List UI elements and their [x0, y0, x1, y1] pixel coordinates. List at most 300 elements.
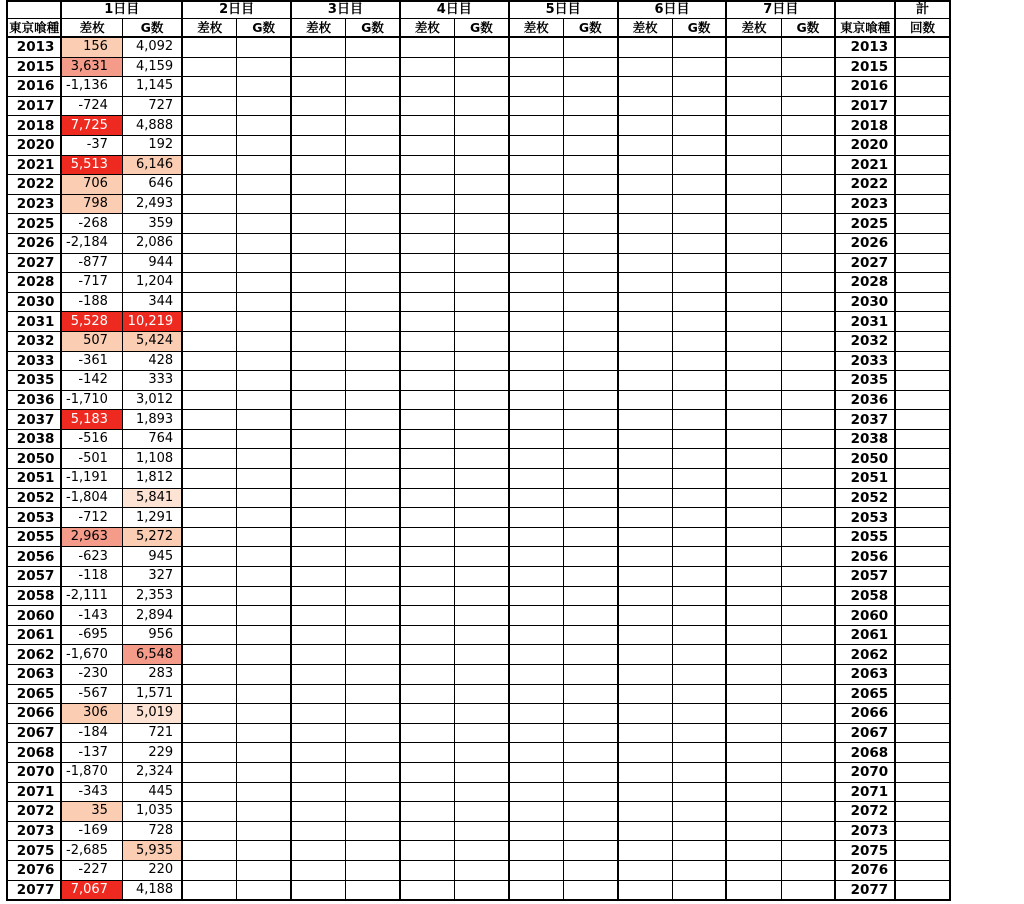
games-cell-day-2[interactable] — [237, 292, 291, 312]
diff-cell-day-2[interactable] — [182, 645, 237, 665]
games-cell-day-2[interactable] — [237, 253, 291, 273]
diff-cell-day-3[interactable] — [291, 567, 346, 587]
count-cell[interactable] — [895, 821, 950, 841]
diff-cell-day-7[interactable] — [726, 821, 781, 841]
diff-cell-day-7[interactable] — [726, 625, 781, 645]
machine-number-cell-right[interactable]: 2062 — [835, 645, 895, 665]
diff-cell-day-1[interactable]: 35 — [61, 802, 122, 822]
games-cell-day-6[interactable] — [672, 135, 726, 155]
count-cell[interactable] — [895, 586, 950, 606]
games-cell-day-5[interactable] — [563, 331, 617, 351]
diff-cell-day-3[interactable] — [291, 233, 346, 253]
games-cell-day-1[interactable]: 1,571 — [122, 684, 182, 704]
games-cell-day-4[interactable] — [455, 331, 509, 351]
games-cell-day-7[interactable] — [781, 802, 835, 822]
diff-cell-day-1[interactable]: 156 — [61, 37, 122, 57]
diff-cell-day-7[interactable] — [726, 214, 781, 234]
diff-cell-day-6[interactable] — [618, 273, 673, 293]
diff-cell-day-1[interactable]: -343 — [61, 782, 122, 802]
diff-cell-day-7[interactable] — [726, 527, 781, 547]
games-header-day-3[interactable]: G数 — [346, 19, 400, 38]
games-cell-day-4[interactable] — [455, 567, 509, 587]
machine-number-cell-right[interactable]: 2052 — [835, 488, 895, 508]
diff-cell-day-5[interactable] — [509, 743, 564, 763]
machine-number-cell-right[interactable]: 2013 — [835, 37, 895, 57]
machine-number-cell[interactable]: 2057 — [7, 567, 61, 587]
diff-cell-day-3[interactable] — [291, 704, 346, 724]
diff-cell-day-1[interactable]: 706 — [61, 175, 122, 195]
machine-number-cell-right[interactable]: 2037 — [835, 410, 895, 430]
machine-number-cell[interactable]: 2061 — [7, 625, 61, 645]
diff-cell-day-1[interactable]: -1,870 — [61, 762, 122, 782]
diff-cell-day-3[interactable] — [291, 390, 346, 410]
diff-cell-day-5[interactable] — [509, 371, 564, 391]
games-cell-day-7[interactable] — [781, 155, 835, 175]
count-cell[interactable] — [895, 292, 950, 312]
diff-cell-day-6[interactable] — [618, 880, 673, 900]
diff-cell-day-7[interactable] — [726, 684, 781, 704]
games-cell-day-7[interactable] — [781, 586, 835, 606]
machine-number-cell-right[interactable]: 2056 — [835, 547, 895, 567]
machine-number-cell-right[interactable]: 2035 — [835, 371, 895, 391]
diff-cell-day-2[interactable] — [182, 743, 237, 763]
games-cell-day-4[interactable] — [455, 488, 509, 508]
diff-cell-day-1[interactable]: -230 — [61, 665, 122, 685]
machine-number-cell[interactable]: 2066 — [7, 704, 61, 724]
games-cell-day-4[interactable] — [455, 704, 509, 724]
count-cell[interactable] — [895, 508, 950, 528]
games-cell-day-2[interactable] — [237, 684, 291, 704]
diff-cell-day-4[interactable] — [400, 684, 455, 704]
games-cell-day-6[interactable] — [672, 860, 726, 880]
games-header-day-5[interactable]: G数 — [563, 19, 617, 38]
machine-number-cell-right[interactable]: 2065 — [835, 684, 895, 704]
diff-cell-day-1[interactable]: -37 — [61, 135, 122, 155]
games-cell-day-7[interactable] — [781, 821, 835, 841]
diff-cell-day-7[interactable] — [726, 312, 781, 332]
diff-cell-day-2[interactable] — [182, 155, 237, 175]
diff-cell-day-2[interactable] — [182, 116, 237, 136]
diff-cell-day-6[interactable] — [618, 488, 673, 508]
diff-cell-day-5[interactable] — [509, 175, 564, 195]
games-cell-day-7[interactable] — [781, 37, 835, 57]
diff-cell-day-1[interactable]: -724 — [61, 96, 122, 116]
machine-number-cell[interactable]: 2055 — [7, 527, 61, 547]
games-cell-day-6[interactable] — [672, 508, 726, 528]
machine-number-cell-right[interactable]: 2066 — [835, 704, 895, 724]
diff-cell-day-7[interactable] — [726, 371, 781, 391]
games-cell-day-2[interactable] — [237, 135, 291, 155]
count-cell[interactable] — [895, 762, 950, 782]
diff-cell-day-1[interactable]: -717 — [61, 273, 122, 293]
diff-cell-day-6[interactable] — [618, 704, 673, 724]
machine-number-cell[interactable]: 2068 — [7, 743, 61, 763]
games-cell-day-7[interactable] — [781, 390, 835, 410]
games-cell-day-2[interactable] — [237, 527, 291, 547]
diff-cell-day-1[interactable]: -1,804 — [61, 488, 122, 508]
diff-cell-day-7[interactable] — [726, 743, 781, 763]
games-cell-day-3[interactable] — [346, 233, 400, 253]
games-cell-day-5[interactable] — [563, 567, 617, 587]
games-cell-day-2[interactable] — [237, 821, 291, 841]
diff-cell-day-7[interactable] — [726, 331, 781, 351]
games-cell-day-7[interactable] — [781, 567, 835, 587]
games-cell-day-7[interactable] — [781, 645, 835, 665]
games-cell-day-7[interactable] — [781, 860, 835, 880]
diff-cell-day-5[interactable] — [509, 547, 564, 567]
games-cell-day-3[interactable] — [346, 508, 400, 528]
games-cell-day-6[interactable] — [672, 155, 726, 175]
diff-cell-day-1[interactable]: -184 — [61, 723, 122, 743]
games-cell-day-4[interactable] — [455, 469, 509, 489]
day-header-3[interactable]: 3日目 — [291, 1, 400, 19]
games-cell-day-7[interactable] — [781, 704, 835, 724]
diff-header-day-4[interactable]: 差枚 — [400, 19, 455, 38]
diff-cell-day-7[interactable] — [726, 351, 781, 371]
machine-number-cell-right[interactable]: 2018 — [835, 116, 895, 136]
diff-cell-day-4[interactable] — [400, 488, 455, 508]
machine-number-cell-right[interactable]: 2032 — [835, 331, 895, 351]
diff-cell-day-4[interactable] — [400, 586, 455, 606]
count-cell[interactable] — [895, 547, 950, 567]
diff-cell-day-5[interactable] — [509, 312, 564, 332]
games-cell-day-7[interactable] — [781, 782, 835, 802]
games-cell-day-5[interactable] — [563, 547, 617, 567]
games-cell-day-4[interactable] — [455, 429, 509, 449]
games-cell-day-7[interactable] — [781, 135, 835, 155]
diff-cell-day-2[interactable] — [182, 292, 237, 312]
diff-cell-day-2[interactable] — [182, 802, 237, 822]
diff-cell-day-4[interactable] — [400, 449, 455, 469]
diff-cell-day-6[interactable] — [618, 821, 673, 841]
games-cell-day-6[interactable] — [672, 57, 726, 77]
diff-header-day-5[interactable]: 差枚 — [509, 19, 564, 38]
machine-number-cell-right[interactable]: 2055 — [835, 527, 895, 547]
count-cell[interactable] — [895, 625, 950, 645]
diff-cell-day-3[interactable] — [291, 449, 346, 469]
games-cell-day-6[interactable] — [672, 410, 726, 430]
diff-cell-day-5[interactable] — [509, 410, 564, 430]
games-cell-day-1[interactable]: 1,204 — [122, 273, 182, 293]
games-cell-day-3[interactable] — [346, 606, 400, 626]
diff-cell-day-6[interactable] — [618, 782, 673, 802]
games-cell-day-2[interactable] — [237, 214, 291, 234]
diff-cell-day-3[interactable] — [291, 135, 346, 155]
games-cell-day-3[interactable] — [346, 860, 400, 880]
games-cell-day-6[interactable] — [672, 782, 726, 802]
corner-cell[interactable] — [7, 1, 61, 19]
diff-cell-day-2[interactable] — [182, 429, 237, 449]
machine-name-header[interactable]: 東京喰種 — [7, 19, 61, 38]
machine-number-cell-right[interactable]: 2068 — [835, 743, 895, 763]
diff-cell-day-4[interactable] — [400, 312, 455, 332]
games-cell-day-5[interactable] — [563, 469, 617, 489]
games-cell-day-4[interactable] — [455, 57, 509, 77]
games-cell-day-6[interactable] — [672, 625, 726, 645]
games-header-day-2[interactable]: G数 — [237, 19, 291, 38]
machine-number-cell[interactable]: 2065 — [7, 684, 61, 704]
games-cell-day-1[interactable]: 2,353 — [122, 586, 182, 606]
diff-cell-day-2[interactable] — [182, 233, 237, 253]
diff-cell-day-1[interactable]: 3,631 — [61, 57, 122, 77]
diff-cell-day-7[interactable] — [726, 233, 781, 253]
games-cell-day-1[interactable]: 945 — [122, 547, 182, 567]
day-header-2[interactable]: 2日目 — [182, 1, 291, 19]
diff-cell-day-7[interactable] — [726, 292, 781, 312]
games-cell-day-7[interactable] — [781, 331, 835, 351]
machine-number-cell-right[interactable]: 2031 — [835, 312, 895, 332]
diff-cell-day-4[interactable] — [400, 860, 455, 880]
diff-cell-day-7[interactable] — [726, 645, 781, 665]
games-cell-day-3[interactable] — [346, 782, 400, 802]
machine-number-cell-right[interactable]: 2020 — [835, 135, 895, 155]
diff-cell-day-1[interactable]: -143 — [61, 606, 122, 626]
machine-number-cell-right[interactable]: 2033 — [835, 351, 895, 371]
games-cell-day-3[interactable] — [346, 841, 400, 861]
diff-cell-day-3[interactable] — [291, 331, 346, 351]
diff-cell-day-6[interactable] — [618, 547, 673, 567]
diff-cell-day-6[interactable] — [618, 194, 673, 214]
diff-cell-day-5[interactable] — [509, 821, 564, 841]
games-cell-day-6[interactable] — [672, 704, 726, 724]
games-cell-day-4[interactable] — [455, 860, 509, 880]
diff-cell-day-3[interactable] — [291, 860, 346, 880]
machine-number-cell-right[interactable]: 2058 — [835, 586, 895, 606]
diff-cell-day-4[interactable] — [400, 351, 455, 371]
games-cell-day-7[interactable] — [781, 684, 835, 704]
diff-cell-day-6[interactable] — [618, 429, 673, 449]
diff-cell-day-5[interactable] — [509, 880, 564, 900]
games-cell-day-5[interactable] — [563, 782, 617, 802]
games-cell-day-1[interactable]: 445 — [122, 782, 182, 802]
count-cell[interactable] — [895, 233, 950, 253]
diff-cell-day-4[interactable] — [400, 665, 455, 685]
count-cell[interactable] — [895, 57, 950, 77]
diff-cell-day-1[interactable]: -712 — [61, 508, 122, 528]
diff-cell-day-2[interactable] — [182, 547, 237, 567]
games-cell-day-2[interactable] — [237, 841, 291, 861]
diff-cell-day-2[interactable] — [182, 312, 237, 332]
games-cell-day-5[interactable] — [563, 841, 617, 861]
games-cell-day-6[interactable] — [672, 723, 726, 743]
games-cell-day-5[interactable] — [563, 194, 617, 214]
diff-cell-day-4[interactable] — [400, 429, 455, 449]
games-cell-day-5[interactable] — [563, 606, 617, 626]
diff-cell-day-7[interactable] — [726, 194, 781, 214]
count-cell[interactable] — [895, 880, 950, 900]
machine-number-cell[interactable]: 2037 — [7, 410, 61, 430]
games-cell-day-5[interactable] — [563, 57, 617, 77]
machine-number-cell-right[interactable]: 2070 — [835, 762, 895, 782]
total-header[interactable]: 計 — [895, 1, 950, 19]
count-cell[interactable] — [895, 194, 950, 214]
games-cell-day-1[interactable]: 6,146 — [122, 155, 182, 175]
games-cell-day-3[interactable] — [346, 665, 400, 685]
diff-cell-day-2[interactable] — [182, 37, 237, 57]
machine-number-cell[interactable]: 2018 — [7, 116, 61, 136]
machine-number-cell[interactable]: 2033 — [7, 351, 61, 371]
games-cell-day-1[interactable]: 327 — [122, 567, 182, 587]
diff-cell-day-5[interactable] — [509, 57, 564, 77]
games-cell-day-4[interactable] — [455, 723, 509, 743]
games-cell-day-7[interactable] — [781, 214, 835, 234]
machine-number-cell-right[interactable]: 2017 — [835, 96, 895, 116]
games-cell-day-7[interactable] — [781, 410, 835, 430]
diff-cell-day-1[interactable]: 7,067 — [61, 880, 122, 900]
diff-cell-day-1[interactable]: -623 — [61, 547, 122, 567]
diff-cell-day-5[interactable] — [509, 233, 564, 253]
games-cell-day-7[interactable] — [781, 743, 835, 763]
games-cell-day-4[interactable] — [455, 77, 509, 97]
games-cell-day-1[interactable]: 5,272 — [122, 527, 182, 547]
count-cell[interactable] — [895, 37, 950, 57]
games-cell-day-3[interactable] — [346, 743, 400, 763]
machine-number-cell[interactable]: 2016 — [7, 77, 61, 97]
games-cell-day-5[interactable] — [563, 880, 617, 900]
games-cell-day-5[interactable] — [563, 704, 617, 724]
machine-number-cell[interactable]: 2038 — [7, 429, 61, 449]
machine-number-cell[interactable]: 2031 — [7, 312, 61, 332]
diff-cell-day-4[interactable] — [400, 37, 455, 57]
games-cell-day-2[interactable] — [237, 390, 291, 410]
count-cell[interactable] — [895, 116, 950, 136]
diff-header-day-1[interactable]: 差枚 — [61, 19, 122, 38]
games-cell-day-4[interactable] — [455, 762, 509, 782]
games-cell-day-6[interactable] — [672, 547, 726, 567]
games-cell-day-2[interactable] — [237, 586, 291, 606]
games-cell-day-2[interactable] — [237, 116, 291, 136]
diff-cell-day-7[interactable] — [726, 782, 781, 802]
count-cell[interactable] — [895, 665, 950, 685]
diff-cell-day-3[interactable] — [291, 253, 346, 273]
diff-cell-day-3[interactable] — [291, 116, 346, 136]
count-cell[interactable] — [895, 723, 950, 743]
machine-number-cell-right[interactable]: 2075 — [835, 841, 895, 861]
diff-cell-day-6[interactable] — [618, 77, 673, 97]
diff-cell-day-3[interactable] — [291, 762, 346, 782]
diff-cell-day-3[interactable] — [291, 821, 346, 841]
games-cell-day-3[interactable] — [346, 273, 400, 293]
diff-cell-day-5[interactable] — [509, 194, 564, 214]
games-cell-day-2[interactable] — [237, 429, 291, 449]
games-cell-day-4[interactable] — [455, 351, 509, 371]
games-cell-day-7[interactable] — [781, 429, 835, 449]
games-cell-day-7[interactable] — [781, 273, 835, 293]
diff-cell-day-7[interactable] — [726, 802, 781, 822]
diff-cell-day-4[interactable] — [400, 704, 455, 724]
machine-number-cell-right[interactable]: 2072 — [835, 802, 895, 822]
games-cell-day-2[interactable] — [237, 802, 291, 822]
diff-cell-day-7[interactable] — [726, 155, 781, 175]
games-cell-day-2[interactable] — [237, 762, 291, 782]
diff-cell-day-6[interactable] — [618, 684, 673, 704]
count-cell[interactable] — [895, 351, 950, 371]
games-cell-day-1[interactable]: 359 — [122, 214, 182, 234]
diff-cell-day-7[interactable] — [726, 586, 781, 606]
machine-number-cell-right[interactable]: 2051 — [835, 469, 895, 489]
machine-number-cell[interactable]: 2072 — [7, 802, 61, 822]
games-cell-day-4[interactable] — [455, 449, 509, 469]
games-cell-day-6[interactable] — [672, 606, 726, 626]
diff-cell-day-2[interactable] — [182, 273, 237, 293]
diff-cell-day-5[interactable] — [509, 606, 564, 626]
diff-cell-day-4[interactable] — [400, 841, 455, 861]
diff-cell-day-3[interactable] — [291, 508, 346, 528]
machine-number-cell-right[interactable]: 2022 — [835, 175, 895, 195]
games-cell-day-3[interactable] — [346, 488, 400, 508]
diff-cell-day-2[interactable] — [182, 331, 237, 351]
games-cell-day-6[interactable] — [672, 469, 726, 489]
diff-cell-day-6[interactable] — [618, 233, 673, 253]
diff-header-day-3[interactable]: 差枚 — [291, 19, 346, 38]
diff-cell-day-7[interactable] — [726, 567, 781, 587]
games-cell-day-5[interactable] — [563, 273, 617, 293]
games-cell-day-5[interactable] — [563, 77, 617, 97]
diff-cell-day-2[interactable] — [182, 625, 237, 645]
games-cell-day-6[interactable] — [672, 802, 726, 822]
games-cell-day-4[interactable] — [455, 194, 509, 214]
games-cell-day-6[interactable] — [672, 331, 726, 351]
machine-number-cell[interactable]: 2062 — [7, 645, 61, 665]
diff-cell-day-2[interactable] — [182, 175, 237, 195]
diff-header-day-2[interactable]: 差枚 — [182, 19, 237, 38]
diff-cell-day-1[interactable]: -1,670 — [61, 645, 122, 665]
diff-cell-day-5[interactable] — [509, 390, 564, 410]
games-cell-day-4[interactable] — [455, 841, 509, 861]
games-cell-day-2[interactable] — [237, 704, 291, 724]
machine-number-cell[interactable]: 2070 — [7, 762, 61, 782]
games-cell-day-3[interactable] — [346, 57, 400, 77]
games-cell-day-6[interactable] — [672, 292, 726, 312]
games-cell-day-3[interactable] — [346, 880, 400, 900]
machine-number-cell-right[interactable]: 2063 — [835, 665, 895, 685]
games-cell-day-2[interactable] — [237, 175, 291, 195]
diff-cell-day-6[interactable] — [618, 96, 673, 116]
diff-cell-day-4[interactable] — [400, 331, 455, 351]
machine-number-cell[interactable]: 2022 — [7, 175, 61, 195]
diff-cell-day-3[interactable] — [291, 645, 346, 665]
diff-cell-day-6[interactable] — [618, 527, 673, 547]
games-cell-day-5[interactable] — [563, 371, 617, 391]
games-cell-day-6[interactable] — [672, 567, 726, 587]
diff-cell-day-3[interactable] — [291, 684, 346, 704]
diff-cell-day-6[interactable] — [618, 331, 673, 351]
diff-cell-day-6[interactable] — [618, 567, 673, 587]
diff-cell-day-4[interactable] — [400, 782, 455, 802]
games-cell-day-3[interactable] — [346, 331, 400, 351]
diff-cell-day-3[interactable] — [291, 469, 346, 489]
count-cell[interactable] — [895, 312, 950, 332]
games-header-day-1[interactable]: G数 — [122, 19, 182, 38]
games-cell-day-2[interactable] — [237, 782, 291, 802]
count-cell[interactable] — [895, 449, 950, 469]
games-cell-day-4[interactable] — [455, 155, 509, 175]
diff-cell-day-3[interactable] — [291, 880, 346, 900]
diff-cell-day-2[interactable] — [182, 508, 237, 528]
count-cell[interactable] — [895, 782, 950, 802]
games-cell-day-3[interactable] — [346, 723, 400, 743]
games-cell-day-4[interactable] — [455, 586, 509, 606]
diff-cell-day-2[interactable] — [182, 488, 237, 508]
games-cell-day-5[interactable] — [563, 586, 617, 606]
games-cell-day-6[interactable] — [672, 449, 726, 469]
games-cell-day-5[interactable] — [563, 214, 617, 234]
games-cell-day-5[interactable] — [563, 233, 617, 253]
diff-cell-day-3[interactable] — [291, 488, 346, 508]
games-cell-day-1[interactable]: 1,108 — [122, 449, 182, 469]
games-cell-day-2[interactable] — [237, 606, 291, 626]
games-cell-day-4[interactable] — [455, 410, 509, 430]
